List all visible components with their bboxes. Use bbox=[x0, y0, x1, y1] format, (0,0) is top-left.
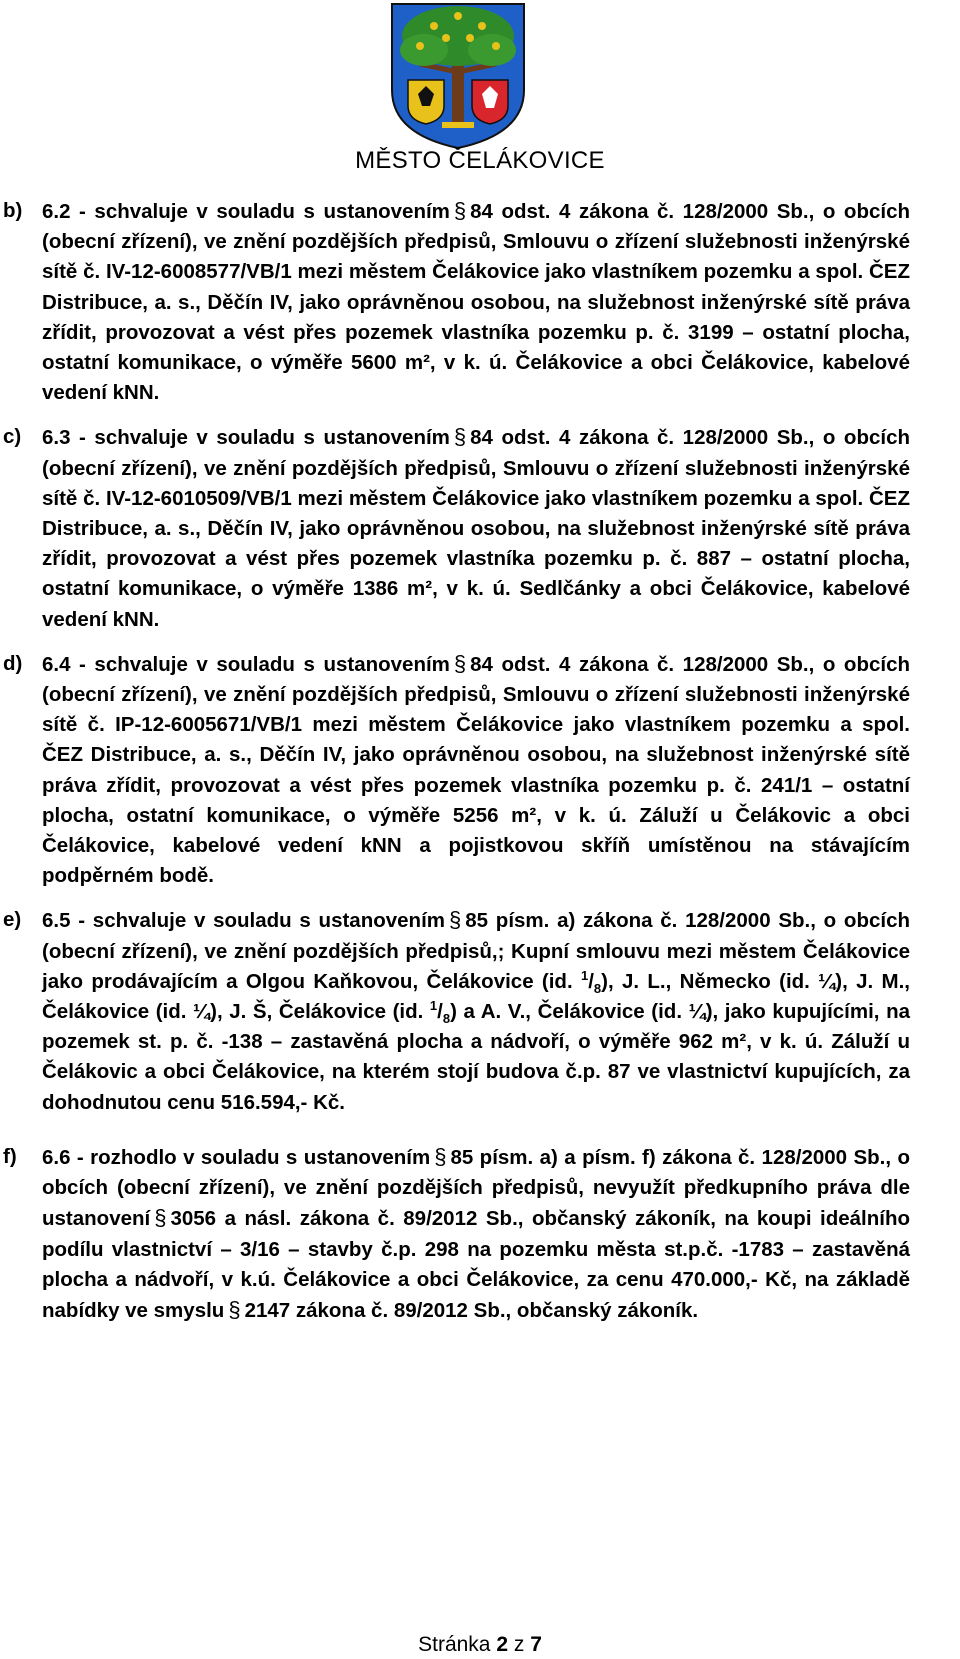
section-sign-icon: § bbox=[228, 1296, 241, 1322]
item-text bbox=[42, 1142, 910, 1326]
section-sign-icon: § bbox=[453, 424, 467, 450]
item-letter: b) bbox=[3, 199, 23, 222]
text-part: 6.3 - schvaluje v souladu s ustanovením bbox=[42, 426, 450, 450]
fraction-denominator: 8 bbox=[593, 980, 602, 996]
page-footer bbox=[0, 1633, 960, 1657]
text-part: 6.2 - schvaluje v souladu s ustanovením bbox=[42, 200, 450, 223]
resolution-item-d bbox=[3, 649, 910, 892]
section-sign-icon: § bbox=[453, 650, 467, 676]
section-sign-icon: § bbox=[154, 1205, 167, 1231]
section-sign-icon: § bbox=[453, 198, 467, 223]
resolution-item-b bbox=[3, 196, 910, 408]
footer-separator: z bbox=[513, 1633, 525, 1656]
city-coat-of-arms bbox=[390, 2, 526, 150]
item-text bbox=[42, 649, 910, 892]
resolutions-list bbox=[0, 196, 960, 1340]
item-text bbox=[42, 422, 910, 634]
item-letter: c) bbox=[3, 425, 22, 449]
section-sign-icon: § bbox=[434, 1143, 447, 1169]
page-number: 2 bbox=[496, 1633, 509, 1656]
item-letter: f) bbox=[3, 1144, 17, 1168]
text-part: 84 odst. 4 zákona č. 128/2000 Sb., o obcích (obecní zřízení), ve znění pozdějších předpisů, Smlouvu o zřízení služebnosti inženýrské sítě č. IV-12-6008577/VB/1 mezi městem Čelákovice jako vlastníkem pozemku a spol. ČEZ Distribuce, a. s., Děčín IV, jako oprávněnou osobou, na služebnost inženýrské sítě práva zřídit, provozovat a vést přes pozemek vlastníka pozemku p. č. 3199 – ostatní plocha, ostatní komunikace, o výměře 5600 m², v k. ú. Čelákovice a obci Čelákovice, kabelové vedení kNN. bbox=[42, 200, 910, 405]
text-part: ) a A. V., Čelákovice (id. ¼), jako kupujícími, na pozemek st. p. č. -138 – zastavěná plocha a nádvoří, o výměře 962 m², v k. ú. Záluží u Čelákovic a obci Čelákovice, na kterém stojí budova č.p. 87 ve vlastnictví kupujících, za dohodnutou cenu 516.594,- Kč. bbox=[42, 1000, 910, 1114]
text-part: 6.5 - schvaluje v souladu s ustanovením bbox=[42, 909, 446, 933]
resolution-item-c bbox=[3, 422, 910, 634]
item-letter: d) bbox=[3, 651, 23, 675]
text-part: 3056 a násl. zákona č. 89/2012 Sb., občanský zákoník, na koupi ideálního podílu vlastnictví – 3/16 – stavby č.p. 298 na pozemku města st.p.č. -1783 – zastavěná plocha a nádvoří, v k.ú. Čelákovice a obci Čelákovice, za cenu 470.000,- Kč, na základě nabídky ve smyslu bbox=[42, 1207, 910, 1322]
text-part: 84 odst. 4 zákona č. 128/2000 Sb., o obcích (obecní zřízení), ve znění pozdějších předpisů, Smlouvu o zřízení služebnosti inženýrské sítě č. IV-12-6010509/VB/1 mezi městem Čelákovice jako vlastníkem pozemku a spol. ČEZ Distribuce, a. s., Děčín IV, jako oprávněnou osobou, na služebnost inženýrské sítě práva zřídit, provozovat a vést přes pozemek vlastníka pozemku p. č. 887 – ostatní plocha, ostatní komunikace, o výměře 1386 m², v k. ú. Sedlčánky a obci Čelákovice, kabelové vedení kNN. bbox=[42, 426, 910, 631]
item-text bbox=[42, 196, 910, 408]
fraction-numerator: 1 bbox=[429, 998, 438, 1014]
text-part: 2147 zákona č. 89/2012 Sb., občanský zákoník. bbox=[244, 1298, 699, 1322]
text-part: 85 písm. a) a písm. f) zákona č. 128/2000 Sb., o obcích (obecní zřízení), ve znění pozdějších předpisů, nevyužít předkupního práva dle ustanovení bbox=[42, 1145, 910, 1231]
resolution-item-f bbox=[3, 1142, 910, 1326]
city-name: MĚSTO ČELÁKOVICE bbox=[355, 147, 605, 174]
footer-prefix: Stránka bbox=[418, 1633, 491, 1656]
item-text: 6.5 - schvaluje v souladu s ustanovením § 85 písm. a) zákona č. 128/2000 Sb., o obcích (obecní zřízení), ve znění pozdějších předpisů,; Kupní smlouvu mezi městem Čelákovice jako prodávajícím a Olgou Kaňkovou, Čelákovice (id. $^1/_8$), J. L., Německo (id. ¼), J. M., Čelákovice (id. ¼), J. Š, Čelákovice (id. $^1/_8$) a A. V., Čelákovice (id. ¼), jako kupujícími, na pozemek st. p. č. -138 – zastavěná plocha a nádvoří, o výměře 962 m², v k. ú. Záluží u Čelákovic a obci Čelákovice, na kterém stojí budova č.p. 87 ve vlastnictví kupujících, za dohodnutou cenu 516.594,- Kč. bbox=[42, 907, 910, 1114]
text-part: 6.4 - schvaluje v souladu s ustanovením bbox=[42, 652, 450, 676]
fraction-numerator: 1 bbox=[580, 968, 589, 984]
text-part: ), J. L., Německo (id. ¼), J. M., Čelákovice (id. ¼), J. Š, Čelákovice (id. bbox=[42, 969, 910, 1024]
page-header bbox=[0, 0, 960, 180]
text-part: 84 odst. 4 zákona č. 128/2000 Sb., o obcích (obecní zřízení), ve znění pozdějších předpisů, Smlouvu o zřízení služebnosti inženýrské sítě č. IP-12-6005671/VB/1 mezi městem Čelákovice jako vlastníkem pozemku a spol. ČEZ Distribuce, a. s., Děčín IV, jako oprávněnou osobou, na služebnost inženýrské sítě práva zřídit, provozovat a vést přes pozemek vlastníka pozemku p. č. 241/1 – ostatní plocha, ostatní komunikace, o výměře 5256 m², v k. ú. Záluží u Čelákovic a obci Čelákovice, kabelové vedení kNN a pojistkovou skříň umístěnou na stávajícím podpěrném bodě. bbox=[42, 652, 910, 888]
text-part: 85 písm. a) zákona č. 128/2000 Sb., o obcích (obecní zřízení), ve znění pozdějších předpisů,; Kupní smlouvu mezi městem Čelákovice jako prodávajícím a Olgou Kaňkovou, Čelákovice (id. bbox=[42, 909, 910, 993]
resolution-item-e bbox=[3, 905, 910, 1117]
page-total: 7 bbox=[530, 1633, 542, 1656]
item-letter: e) bbox=[3, 908, 22, 932]
text-part: 6.6 - rozhodlo v souladu s ustanovením bbox=[42, 1145, 431, 1169]
section-sign-icon: § bbox=[449, 907, 462, 933]
fraction-denominator: 8 bbox=[442, 1011, 451, 1027]
